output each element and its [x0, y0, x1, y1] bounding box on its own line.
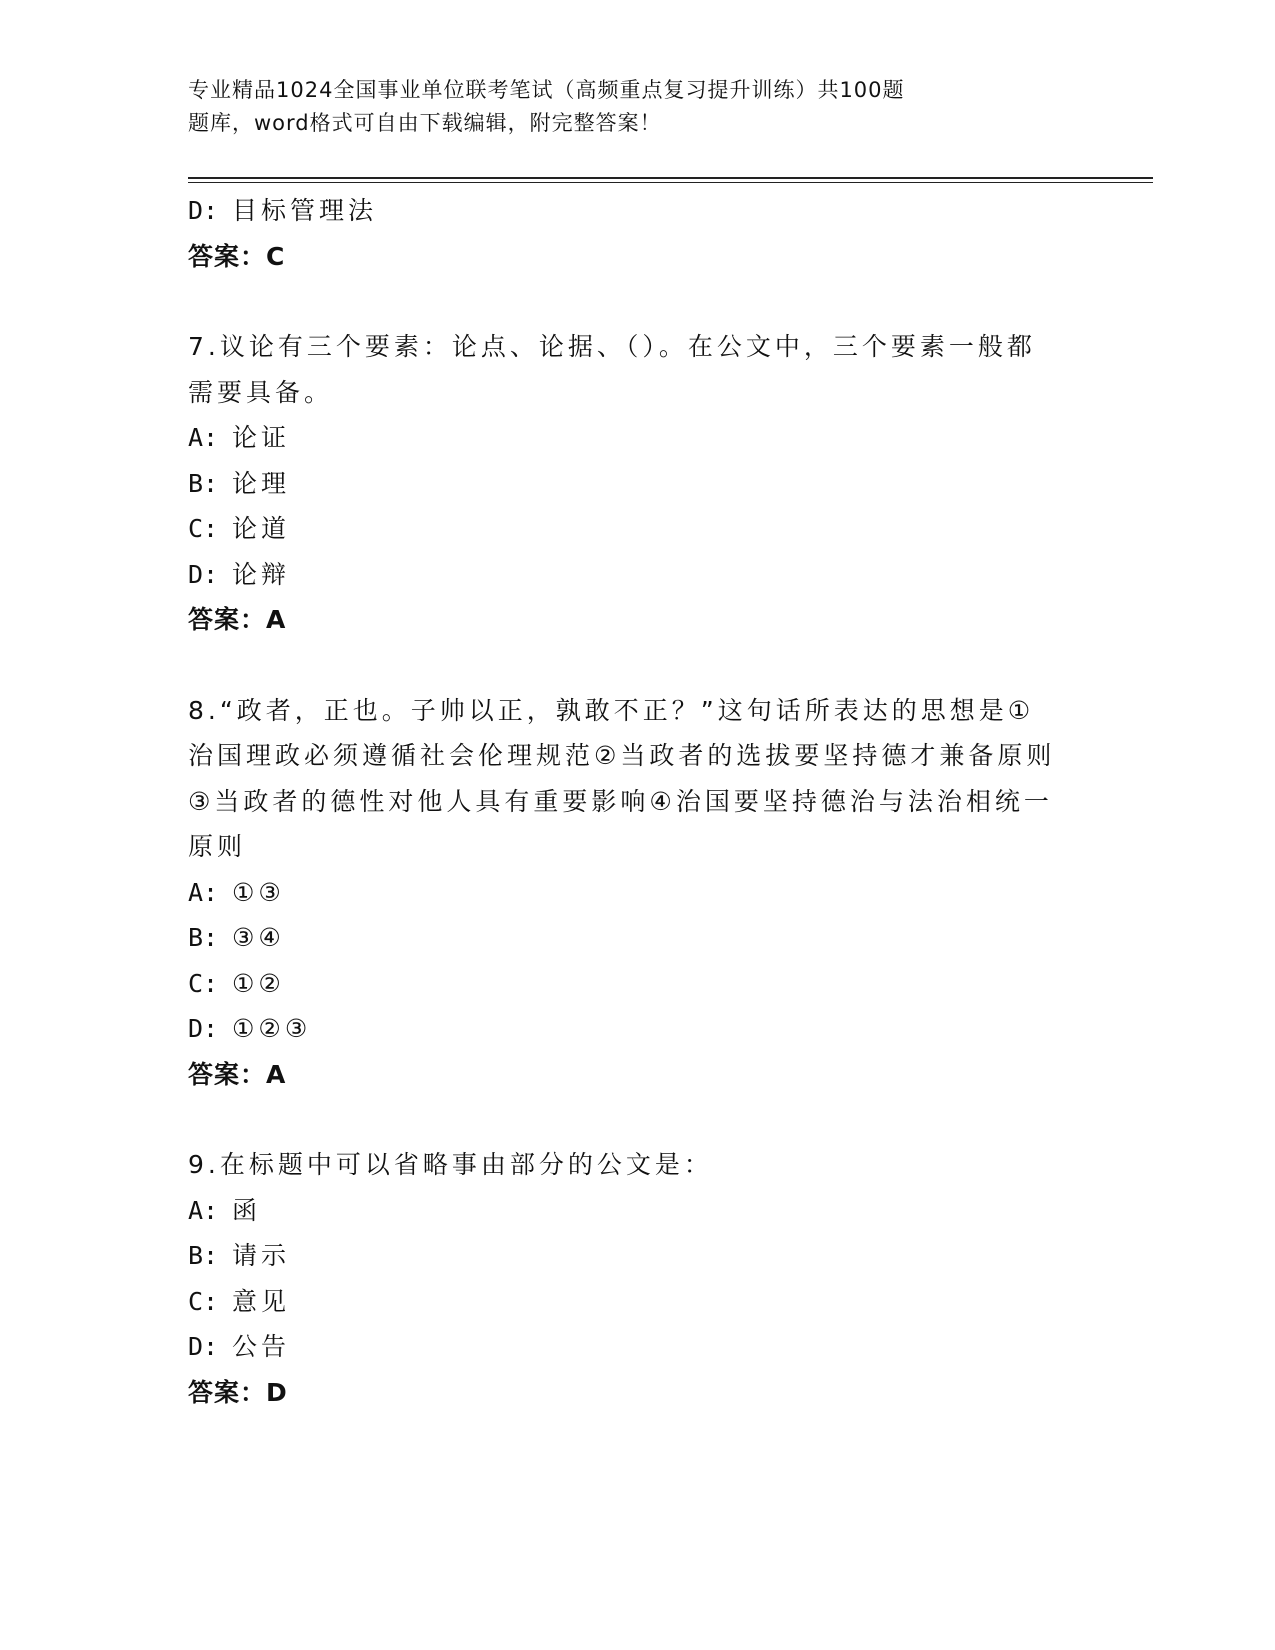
- option-label: C:: [188, 968, 219, 998]
- option-label: D:: [188, 196, 219, 225]
- question-8-option-b: [188, 915, 1068, 961]
- question-7-stem-line-2: 需要具备。: [188, 377, 334, 407]
- option-text: 请示: [232, 1241, 291, 1270]
- option-label: D:: [188, 1332, 219, 1361]
- spacer: [188, 643, 1068, 688]
- option-text: 目标管理法: [232, 196, 378, 225]
- option-label: C:: [188, 514, 219, 543]
- question-8-stem-line-1: 8.“政者，正也。子帅以正，孰敢不正？”这句话所表达的思想是①: [188, 695, 1035, 725]
- question-8-option-a: [188, 870, 1068, 916]
- option-text: ①③: [232, 877, 285, 907]
- question-9-answer: 答案：D: [188, 1377, 288, 1407]
- header-divider: [188, 177, 1153, 183]
- option-label: B:: [188, 923, 219, 952]
- question-7-option-d: [188, 552, 1068, 598]
- question-7-stem-line-1: 7.议论有三个要素：论点、论据、（）。在公文中，三个要素一般都: [188, 332, 1036, 361]
- question-8: [188, 688, 1068, 1098]
- option-text: 论理: [232, 468, 291, 498]
- option-label: C:: [188, 1286, 219, 1316]
- question-7-answer: 答案：A: [188, 605, 287, 634]
- question-7-option-c: [188, 506, 1068, 552]
- spacer: [188, 279, 1068, 324]
- question-9-option-c: [188, 1279, 1068, 1325]
- question-8-stem-line-4: 原则: [188, 832, 247, 861]
- question-8-stem-line-2: 治国理政必须遵循社会伦理规范②当政者的选拔要坚持德才兼备原则: [188, 741, 1056, 770]
- option-text: ①②③: [232, 1014, 312, 1043]
- document-header: [188, 74, 1018, 140]
- prev-answer: 答案：C: [188, 241, 286, 271]
- option-text: ①②: [232, 968, 285, 998]
- option-label: B:: [188, 468, 219, 498]
- option-text: 公告: [232, 1332, 291, 1361]
- question-8-answer: 答案：A: [188, 1059, 287, 1089]
- question-8-option-c: [188, 961, 1068, 1007]
- option-text: 函: [232, 1195, 262, 1225]
- option-text: 论证: [232, 423, 291, 452]
- spacer: [188, 1097, 1068, 1142]
- option-label: A:: [188, 423, 219, 452]
- option-label: A:: [188, 1195, 219, 1225]
- question-7-option-b: [188, 461, 1068, 507]
- option-text: 论辩: [232, 559, 291, 589]
- header-line-2: 题库，word格式可自由下载编辑，附完整答案！: [188, 111, 662, 135]
- question-list: [188, 188, 1068, 1415]
- header-line-1: 专业精品1024全国事业单位联考笔试（高频重点复习提升训练）共100题: [188, 78, 905, 102]
- question-9: [188, 1142, 1068, 1415]
- option-label: A:: [188, 877, 219, 907]
- option-text: 意见: [232, 1286, 291, 1316]
- question-8-option-d: [188, 1006, 1068, 1052]
- option-label: D:: [188, 1014, 219, 1043]
- question-9-option-a: [188, 1188, 1068, 1234]
- question-7: [188, 324, 1068, 643]
- option-text: 论道: [232, 514, 291, 543]
- question-9-option-d: [188, 1324, 1068, 1370]
- option-text: ③④: [232, 923, 285, 952]
- question-9-stem-line-1: 9.在标题中可以省略事由部分的公文是：: [188, 1150, 713, 1179]
- prev-option-d: [188, 188, 1068, 234]
- option-label: D:: [188, 559, 219, 589]
- question-7-option-a: [188, 415, 1068, 461]
- question-8-stem-line-3: ③当政者的德性对他人具有重要影响④治国要坚持德治与法治相统一: [188, 786, 1053, 816]
- question-9-option-b: [188, 1233, 1068, 1279]
- option-label: B:: [188, 1241, 219, 1270]
